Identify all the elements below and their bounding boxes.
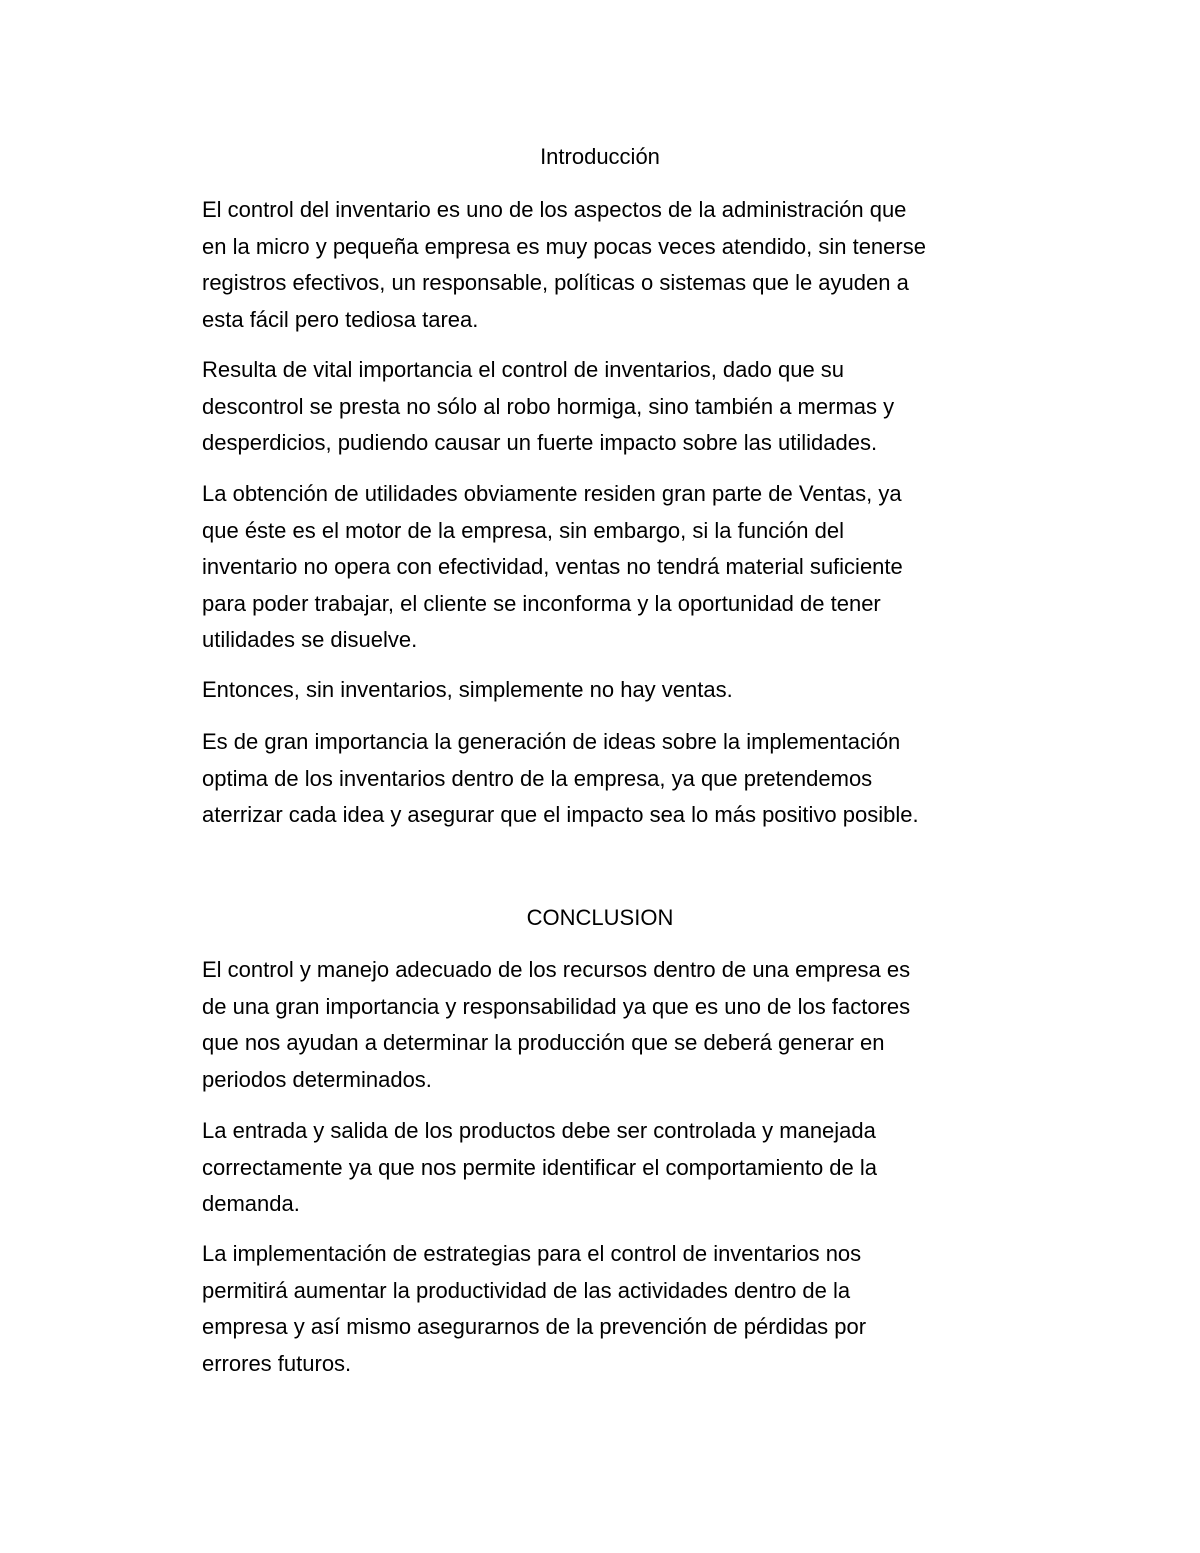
introduction-title: Introducción [540,144,660,169]
intro-paragraph-5 [202,724,1022,834]
text-line: correctamente ya que nos permite identificar el comportamiento de la [202,1154,878,1180]
text-line: errores futuros. [202,1350,352,1376]
text-line: para poder trabajar, el cliente se inconforma y la oportunidad de tener [202,590,881,616]
text-line: optima de los inventarios dentro de la empresa, ya que pretendemos [202,765,873,791]
conclusion-title: CONCLUSION [526,905,674,930]
text-line: registros efectivos, un responsable, políticas o sistemas que le ayuden a [202,270,909,295]
conclusion-paragraph-3 [202,1236,1022,1382]
text-line: permitirá aumentar la productividad de las actividades dentro de la [202,1277,851,1303]
text-line: El control del inventario es uno de los aspectos de la administración que [202,197,907,222]
text-line: Es de gran importancia la generación de ideas sobre la implementación [202,729,901,754]
text-line: Resulta de vital importancia el control de inventarios, dado que su [202,357,845,382]
text-line: que éste es el motor de la empresa, sin embargo, si la función del [202,517,845,543]
text-line: El control y manejo adecuado de los recursos dentro de una empresa es [202,957,911,982]
intro-paragraph-4 [202,672,1022,709]
text-line: inventario no opera con efectividad, ventas no tendrá material suficiente [202,554,903,579]
text-line: La entrada y salida de los productos debe ser controlada y manejada [202,1118,876,1143]
text-line: desperdicios, pudiendo causar un fuerte impacto sobre las utilidades. [202,430,878,455]
conclusion-paragraph-1 [202,952,1022,1098]
text-line: de una gran importancia y responsabilidad ya que es uno de los factores [202,993,911,1019]
text-line: descontrol se presta no sólo al robo hormiga, sino también a mermas y [202,393,895,419]
text-line: periodos determinados. [202,1066,432,1092]
text-line: en la micro y pequeña empresa es muy pocas veces atendido, sin tenerse [202,233,926,259]
text-line: aterrizar cada idea y asegurar que el impacto sea lo más positivo posible. [202,802,919,827]
text-line: que nos ayudan a determinar la producción que se deberá generar en [202,1030,885,1055]
conclusion-paragraph-2 [202,1113,1022,1223]
intro-paragraph-1 [202,192,1022,338]
text-line: Entonces, sin inventarios, simplemente no hay ventas. [202,677,733,702]
text-line: empresa y así mismo asegurarnos de la prevención de pérdidas por [202,1314,867,1339]
text-line: esta fácil pero tediosa tarea. [202,306,479,332]
text-line: demanda. [202,1191,300,1216]
text-line: utilidades se disuelve. [202,627,418,652]
intro-paragraph-2 [202,352,1022,462]
intro-paragraph-3 [202,476,1022,659]
text-line: La implementación de estrategias para el control de inventarios nos [202,1241,862,1266]
text-line: La obtención de utilidades obviamente residen gran parte de Ventas, ya [202,481,902,506]
